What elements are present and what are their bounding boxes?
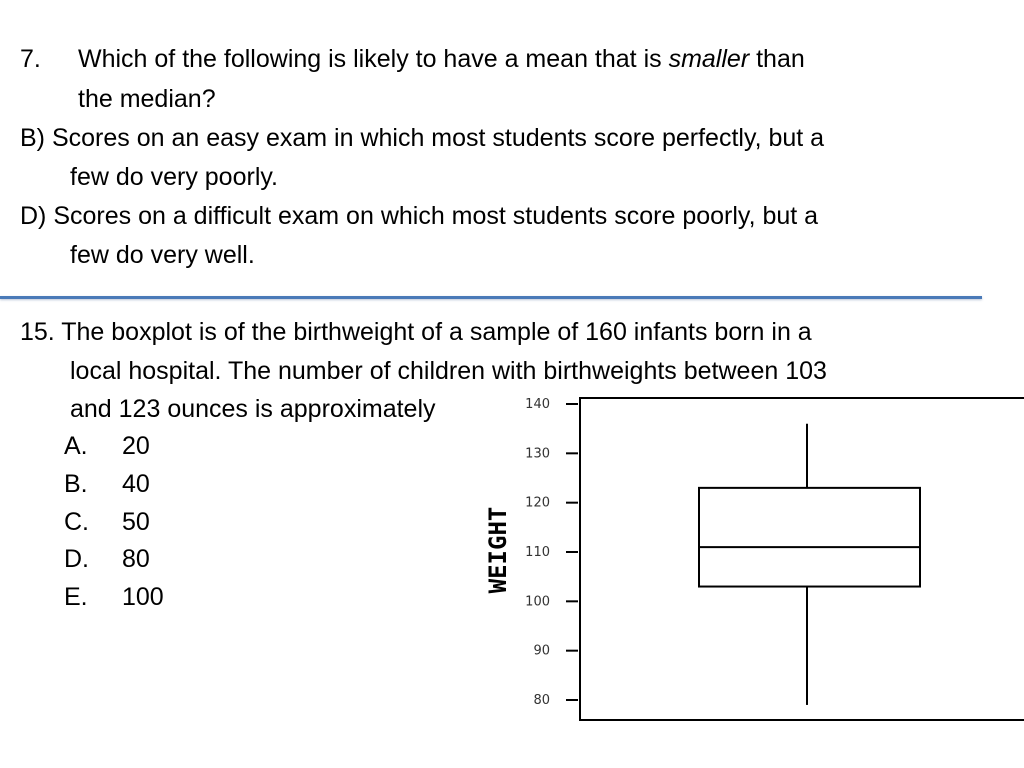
question-7-text-line2: the median? <box>78 85 216 113</box>
plot-frame <box>580 398 1024 720</box>
choice-e-letter: E. <box>64 583 88 611</box>
question-15-text-line3: and 123 ounces is approximately <box>70 395 436 423</box>
choice-e-value: 100 <box>122 583 164 611</box>
birthweight-boxplot <box>480 392 1024 728</box>
y-tick-label: 130 <box>525 446 550 462</box>
choice-c-letter: C. <box>64 508 89 536</box>
y-tick-label: 90 <box>533 643 550 659</box>
choice-d-value: 80 <box>122 545 150 573</box>
choice-a-letter: A. <box>64 432 88 460</box>
y-tick-label: 100 <box>525 594 550 610</box>
y-tick-label: 80 <box>533 693 550 708</box>
question-15-text-line2: local hospital. The number of children with birthweights between 103 <box>70 357 827 385</box>
y-tick-label: 110 <box>525 545 550 560</box>
answer-option-d-line1: D) Scores on a difficult exam on which most students score poorly, but a <box>20 202 819 230</box>
interquartile-box <box>699 488 920 587</box>
answer-option-d-line2: few do very well. <box>70 241 255 269</box>
question-7-emphasis: smaller <box>668 45 750 73</box>
question-7-text-part: Which of the following is likely to have a mean that is <box>78 45 669 73</box>
y-axis-ticks <box>525 397 578 708</box>
question-7-number: 7. <box>20 45 41 73</box>
choice-a-value: 20 <box>122 432 150 460</box>
choice-d-letter: D. <box>64 545 89 573</box>
choice-c-value: 50 <box>122 508 150 536</box>
answer-option-b-line1: B) Scores on an easy exam in which most students score perfectly, but a <box>20 124 825 152</box>
question-7-text-part: than <box>749 45 805 73</box>
answer-option-b-line2: few do very poorly. <box>70 163 278 191</box>
question-7-text-line1 <box>78 44 805 74</box>
choice-b-value: 40 <box>122 470 150 498</box>
section-divider <box>0 296 982 299</box>
question-15-text-line1: 15. The boxplot is of the birthweight of a sample of 160 infants born in a <box>20 318 812 346</box>
y-tick-label: 120 <box>525 495 550 511</box>
y-tick-label: 140 <box>525 397 550 412</box>
choice-b-letter: B. <box>64 470 88 498</box>
y-axis-label: WEIGHT <box>484 506 512 594</box>
